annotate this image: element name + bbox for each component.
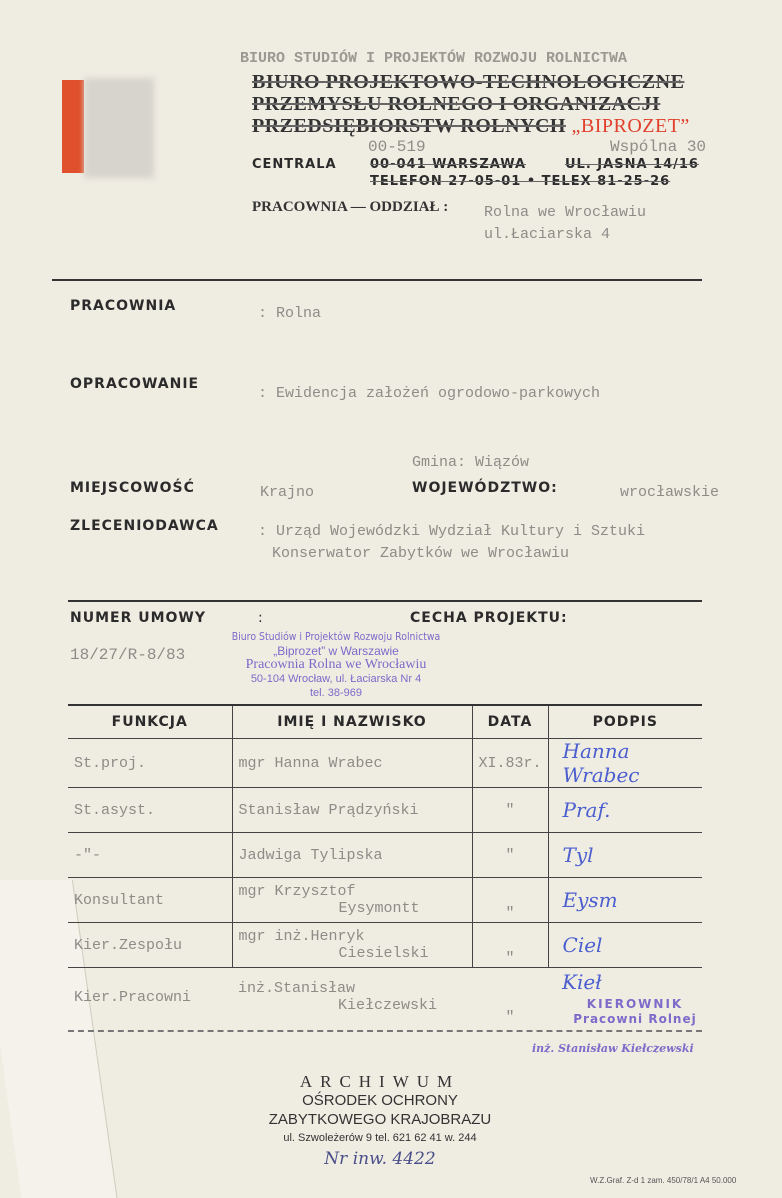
cell-funkcja: Konsultant [68, 878, 232, 923]
cell-podpis-signature: Praf. [548, 788, 702, 833]
cell-podpis-signature: Eysm [548, 878, 702, 923]
name-line2: Kiełczewski [338, 997, 438, 1014]
stamp-line5: tel. 38-969 [310, 687, 362, 699]
typed-street: Wspólna 30 [610, 138, 707, 156]
cell-data: " [472, 833, 548, 878]
stamp-line4: 50-104 Wrocław, ul. Łaciarska Nr 4 [250, 673, 422, 685]
miejscowosc-label: MIEJSCOWOŚĆ [70, 480, 195, 496]
kierownik-stamp-dept: Pracowni Rolnej [573, 1012, 697, 1026]
name-line2: Eysymontt [338, 900, 420, 917]
logo-mark [62, 80, 84, 173]
cell-name [232, 923, 472, 968]
cell-funkcja: Kier.Pracowni [68, 968, 232, 1027]
letterhead-line3: PRZEDSIĘBIORSTW ROLNYCH [252, 115, 566, 137]
print-code: W.Z.Graf. Z-d 1 zam. 450/78/1 A4 50.000 [590, 1176, 737, 1185]
dashed-divider [68, 1030, 702, 1032]
archive-title: ARCHIWUM [299, 1072, 461, 1091]
cell-funkcja: St.asyst. [68, 788, 232, 833]
branch-label: PRACOWNIA — ODDZIAŁ : [252, 199, 449, 215]
institution-stamp [198, 630, 474, 700]
cell-data: " [472, 968, 548, 1027]
header-imie-nazwisko: IMIĘ I NAZWISKO [232, 705, 472, 739]
name-line1: mgr inż.Henryk [238, 928, 365, 945]
header-data: DATA [472, 705, 548, 739]
pracownia-label: PRACOWNIA [70, 298, 177, 314]
kierownik-name-stamp: inż. Stanisław Kiełczewski [532, 1042, 694, 1055]
logo-smudge [84, 78, 154, 178]
cell-data: " [472, 923, 548, 968]
kierownik-stamp [560, 997, 710, 1027]
cell-data: " [472, 788, 548, 833]
table-row [68, 788, 702, 833]
cell-data: XI.83r. [472, 739, 548, 788]
name-line1: Stanisław Prądzyński [238, 801, 419, 819]
zleceniodawca-line1: : Urząd Wojewódzki Wydział Kultury i Sztuki [258, 523, 646, 540]
brand-name: „BIPROZET” [571, 115, 690, 137]
opracowanie-label: OPRACOWANIE [70, 376, 200, 392]
divider [52, 279, 702, 281]
archive-stamp [240, 1072, 520, 1169]
stamp-line3: Pracownia Rolna we Wrocławiu [245, 657, 427, 672]
name-line2: Ciesielski [338, 945, 429, 962]
stamp-line2: „Biprozet” w Warszawie [273, 644, 399, 658]
branch-line2: ul.Łaciarska 4 [484, 226, 611, 243]
cell-funkcja: St.proj. [68, 739, 232, 788]
gmina-value: Gmina: Wiązów [412, 454, 530, 471]
cell-name [232, 968, 472, 1027]
cell-funkcja: Kier.Zespołu [68, 923, 232, 968]
wojewodztwo-label: WOJEWÓDZTWO: [412, 480, 558, 496]
stamp-line1: Biuro Studiów i Projektów Rozwoju Rolnictwa [231, 630, 441, 643]
miejscowosc-value: Krajno [260, 484, 315, 501]
name-line1: Jadwiga Tylipska [238, 846, 383, 864]
cell-funkcja: -"- [68, 833, 232, 878]
zleceniodawca-label: ZLECENIODAWCA [70, 518, 219, 534]
old-institution-name: BIURO STUDIÓW I PROJEKTÓW ROZWOJU ROLNICTWA [240, 50, 628, 67]
archive-line2: ZABYTKOWEGO KRAJOBRAZU [268, 1111, 492, 1128]
table-row [68, 923, 702, 968]
letterhead-line1: BIURO PROJEKTOWO-TECHNOLOGICZNE [252, 71, 685, 93]
numer-umowy-colon: : [258, 610, 264, 626]
zleceniodawca-line2: Konserwator Zabytków we Wrocławiu [272, 545, 570, 562]
numer-umowy-label: NUMER UMOWY [70, 610, 207, 626]
cell-data: " [472, 878, 548, 923]
inventory-number: Nr inw. 4422 [324, 1149, 436, 1169]
archive-line1: OŚRODEK OCHRONY [302, 1092, 458, 1109]
pracownia-value: : Rolna [258, 305, 322, 322]
opracowanie-value: : Ewidencja założeń ogrodowo-parkowych [258, 385, 601, 402]
header-funkcja: FUNKCJA [68, 705, 232, 739]
name-line1: mgr Hanna Wrabec [238, 754, 383, 772]
centrala-address: 00-041 WARSZAWA [370, 157, 527, 172]
signatures-table [68, 704, 702, 1026]
cell-name [232, 788, 472, 833]
table-row [68, 878, 702, 923]
name-line1: inż.Stanisław [238, 980, 356, 997]
numer-umowy-value: 18/27/R-8/83 [70, 646, 186, 664]
cell-name [232, 878, 472, 923]
cell-name [232, 739, 472, 788]
cell-name [232, 833, 472, 878]
table-row [68, 739, 702, 788]
centrala-label: CENTRALA [252, 157, 337, 172]
cell-podpis-signature: Ciel [548, 923, 702, 968]
cell-podpis-signature: Tyl [548, 833, 702, 878]
typed-postcode: 00-519 [368, 138, 426, 156]
wojewodztwo-value: wrocławskie [620, 484, 720, 501]
table-row [68, 833, 702, 878]
cell-podpis-signature: Kieł [548, 968, 702, 1027]
phone-telex: TELEFON 27-05-01 • TELEX 81-25-26 [370, 174, 671, 189]
cecha-projektu-label: CECHA PROJEKTU: [410, 610, 568, 626]
cell-podpis-signature: Hanna Wrabec [548, 739, 702, 788]
header-podpis: PODPIS [548, 705, 702, 739]
name-line1: mgr Krzysztof [238, 883, 356, 900]
divider [68, 600, 702, 602]
letterhead-line2: PRZEMYSŁU ROLNEGO I ORGANIZACJI [252, 93, 661, 115]
kierownik-stamp-title: KIEROWNIK [586, 997, 684, 1011]
branch-line1: Rolna we Wrocławiu [484, 204, 647, 221]
archive-line3: ul. Szwoleżerów 9 tel. 621 62 41 w. 244 [283, 1132, 477, 1144]
centrala-street: UL. JASNA 14/16 [565, 157, 699, 172]
